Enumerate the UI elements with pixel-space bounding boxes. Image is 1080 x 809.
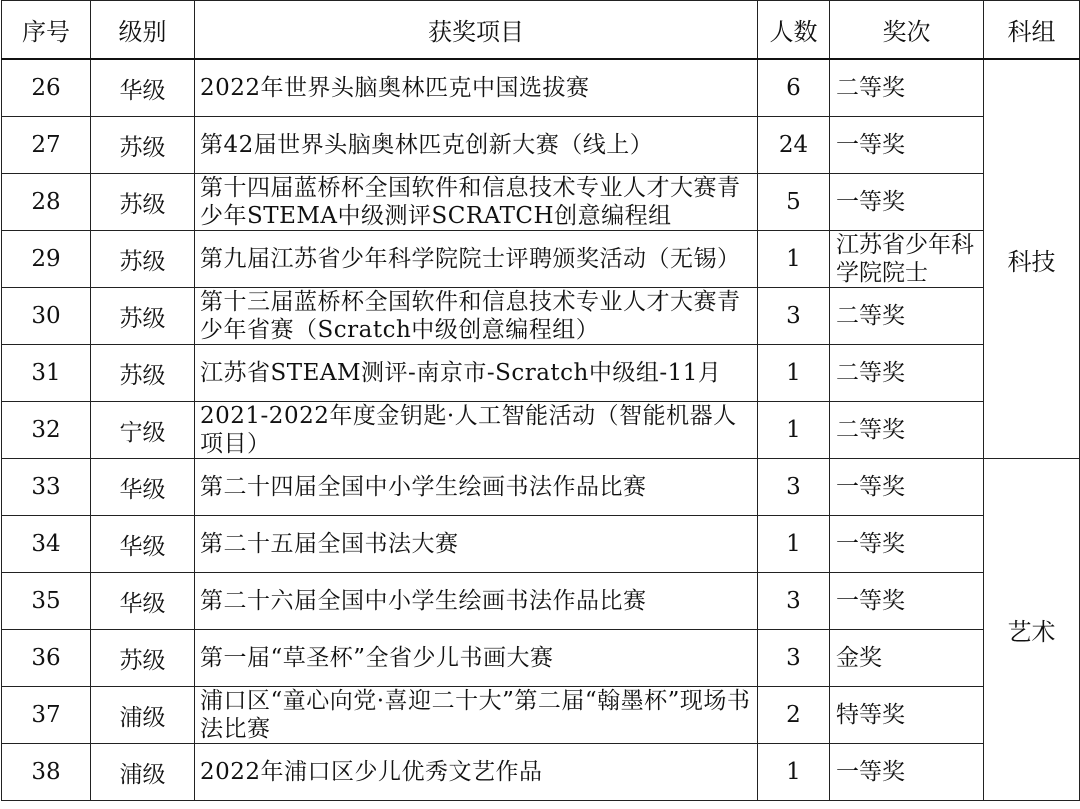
row-count: 1: [758, 402, 830, 459]
row-level: 浦级: [91, 687, 195, 744]
row-count: 3: [758, 459, 830, 516]
row-award: 一等奖: [830, 516, 984, 573]
row-project: 第十四届蓝桥杯全国软件和信息技术专业人才大赛青少年STEMA中级测评SCRATCH创意编程组: [195, 174, 758, 231]
group-cell-tech: 科技: [984, 59, 1080, 459]
row-no: 34: [2, 516, 91, 573]
header-row: [2, 1, 1080, 60]
header-no: 序号: [2, 1, 91, 60]
row-level: 华级: [91, 516, 195, 573]
header-award: 奖次: [830, 1, 984, 60]
row-no: 32: [2, 402, 91, 459]
table-row: [2, 687, 1080, 744]
table-row: [2, 288, 1080, 345]
row-level: 苏级: [91, 630, 195, 687]
row-project: 2022年浦口区少儿优秀文艺作品: [195, 744, 758, 801]
header-project: 获奖项目: [195, 1, 758, 60]
row-no: 28: [2, 174, 91, 231]
row-level: 华级: [91, 59, 195, 117]
row-project: 第九届江苏省少年科学院院士评聘颁奖活动（无锡）: [195, 231, 758, 288]
row-project: 2022年世界头脑奥林匹克中国选拔赛: [195, 59, 758, 117]
row-count: 24: [758, 117, 830, 174]
row-no: 27: [2, 117, 91, 174]
row-project: 第二十五届全国书法大赛: [195, 516, 758, 573]
row-no: 30: [2, 288, 91, 345]
row-count: 3: [758, 288, 830, 345]
row-award: 特等奖: [830, 687, 984, 744]
row-no: 35: [2, 573, 91, 630]
table-row: [2, 402, 1080, 459]
table-row: [2, 516, 1080, 573]
row-award: 一等奖: [830, 174, 984, 231]
row-project: 第一届“草圣杯”全省少儿书画大赛: [195, 630, 758, 687]
row-level: 华级: [91, 459, 195, 516]
row-count: 1: [758, 744, 830, 801]
row-level: 苏级: [91, 345, 195, 402]
row-award: 二等奖: [830, 402, 984, 459]
table-row: [2, 630, 1080, 687]
row-award: 江苏省少年科学院院士: [830, 231, 984, 288]
row-level: 苏级: [91, 288, 195, 345]
row-no: 37: [2, 687, 91, 744]
row-project: 第十三届蓝桥杯全国软件和信息技术专业人才大赛青少年省赛（Scratch中级创意编程组）: [195, 288, 758, 345]
row-award: 一等奖: [830, 744, 984, 801]
row-level: 浦级: [91, 744, 195, 801]
row-no: 33: [2, 459, 91, 516]
row-no: 26: [2, 59, 91, 117]
row-project: 第二十六届全国中小学生绘画书法作品比赛: [195, 573, 758, 630]
row-award: 金奖: [830, 630, 984, 687]
row-count: 3: [758, 630, 830, 687]
row-no: 29: [2, 231, 91, 288]
table-row: [2, 174, 1080, 231]
row-project: 2021-2022年度金钥匙·人工智能活动（智能机器人项目）: [195, 402, 758, 459]
header-group: 科组: [984, 1, 1080, 60]
header-level: 级别: [91, 1, 195, 60]
row-no: 38: [2, 744, 91, 801]
group-cell-art: 艺术: [984, 459, 1080, 801]
awards-table: [1, 0, 1080, 801]
table-row: [2, 345, 1080, 402]
row-count: 2: [758, 687, 830, 744]
row-count: 5: [758, 174, 830, 231]
row-award: 一等奖: [830, 573, 984, 630]
row-project: 浦口区“童心向党·喜迎二十大”第二届“翰墨杯”现场书法比赛: [195, 687, 758, 744]
row-level: 宁级: [91, 402, 195, 459]
table-row: [2, 59, 1080, 117]
table-row: [2, 231, 1080, 288]
row-level: 苏级: [91, 231, 195, 288]
row-count: 1: [758, 345, 830, 402]
row-project: 第二十四届全国中小学生绘画书法作品比赛: [195, 459, 758, 516]
row-level: 华级: [91, 573, 195, 630]
row-award: 二等奖: [830, 288, 984, 345]
row-no: 31: [2, 345, 91, 402]
row-count: 1: [758, 231, 830, 288]
row-project: 第42届世界头脑奥林匹克创新大赛（线上）: [195, 117, 758, 174]
row-level: 苏级: [91, 174, 195, 231]
row-award: 二等奖: [830, 59, 984, 117]
table-row: [2, 573, 1080, 630]
header-count: 人数: [758, 1, 830, 60]
row-count: 1: [758, 516, 830, 573]
table-row: [2, 744, 1080, 801]
row-count: 3: [758, 573, 830, 630]
row-count: 6: [758, 59, 830, 117]
table-row: [2, 459, 1080, 516]
row-award: 二等奖: [830, 345, 984, 402]
row-no: 36: [2, 630, 91, 687]
row-level: 苏级: [91, 117, 195, 174]
table-row: [2, 117, 1080, 174]
row-award: 一等奖: [830, 117, 984, 174]
row-project: 江苏省STEAM测评-南京市-Scratch中级组-11月: [195, 345, 758, 402]
row-award: 一等奖: [830, 459, 984, 516]
